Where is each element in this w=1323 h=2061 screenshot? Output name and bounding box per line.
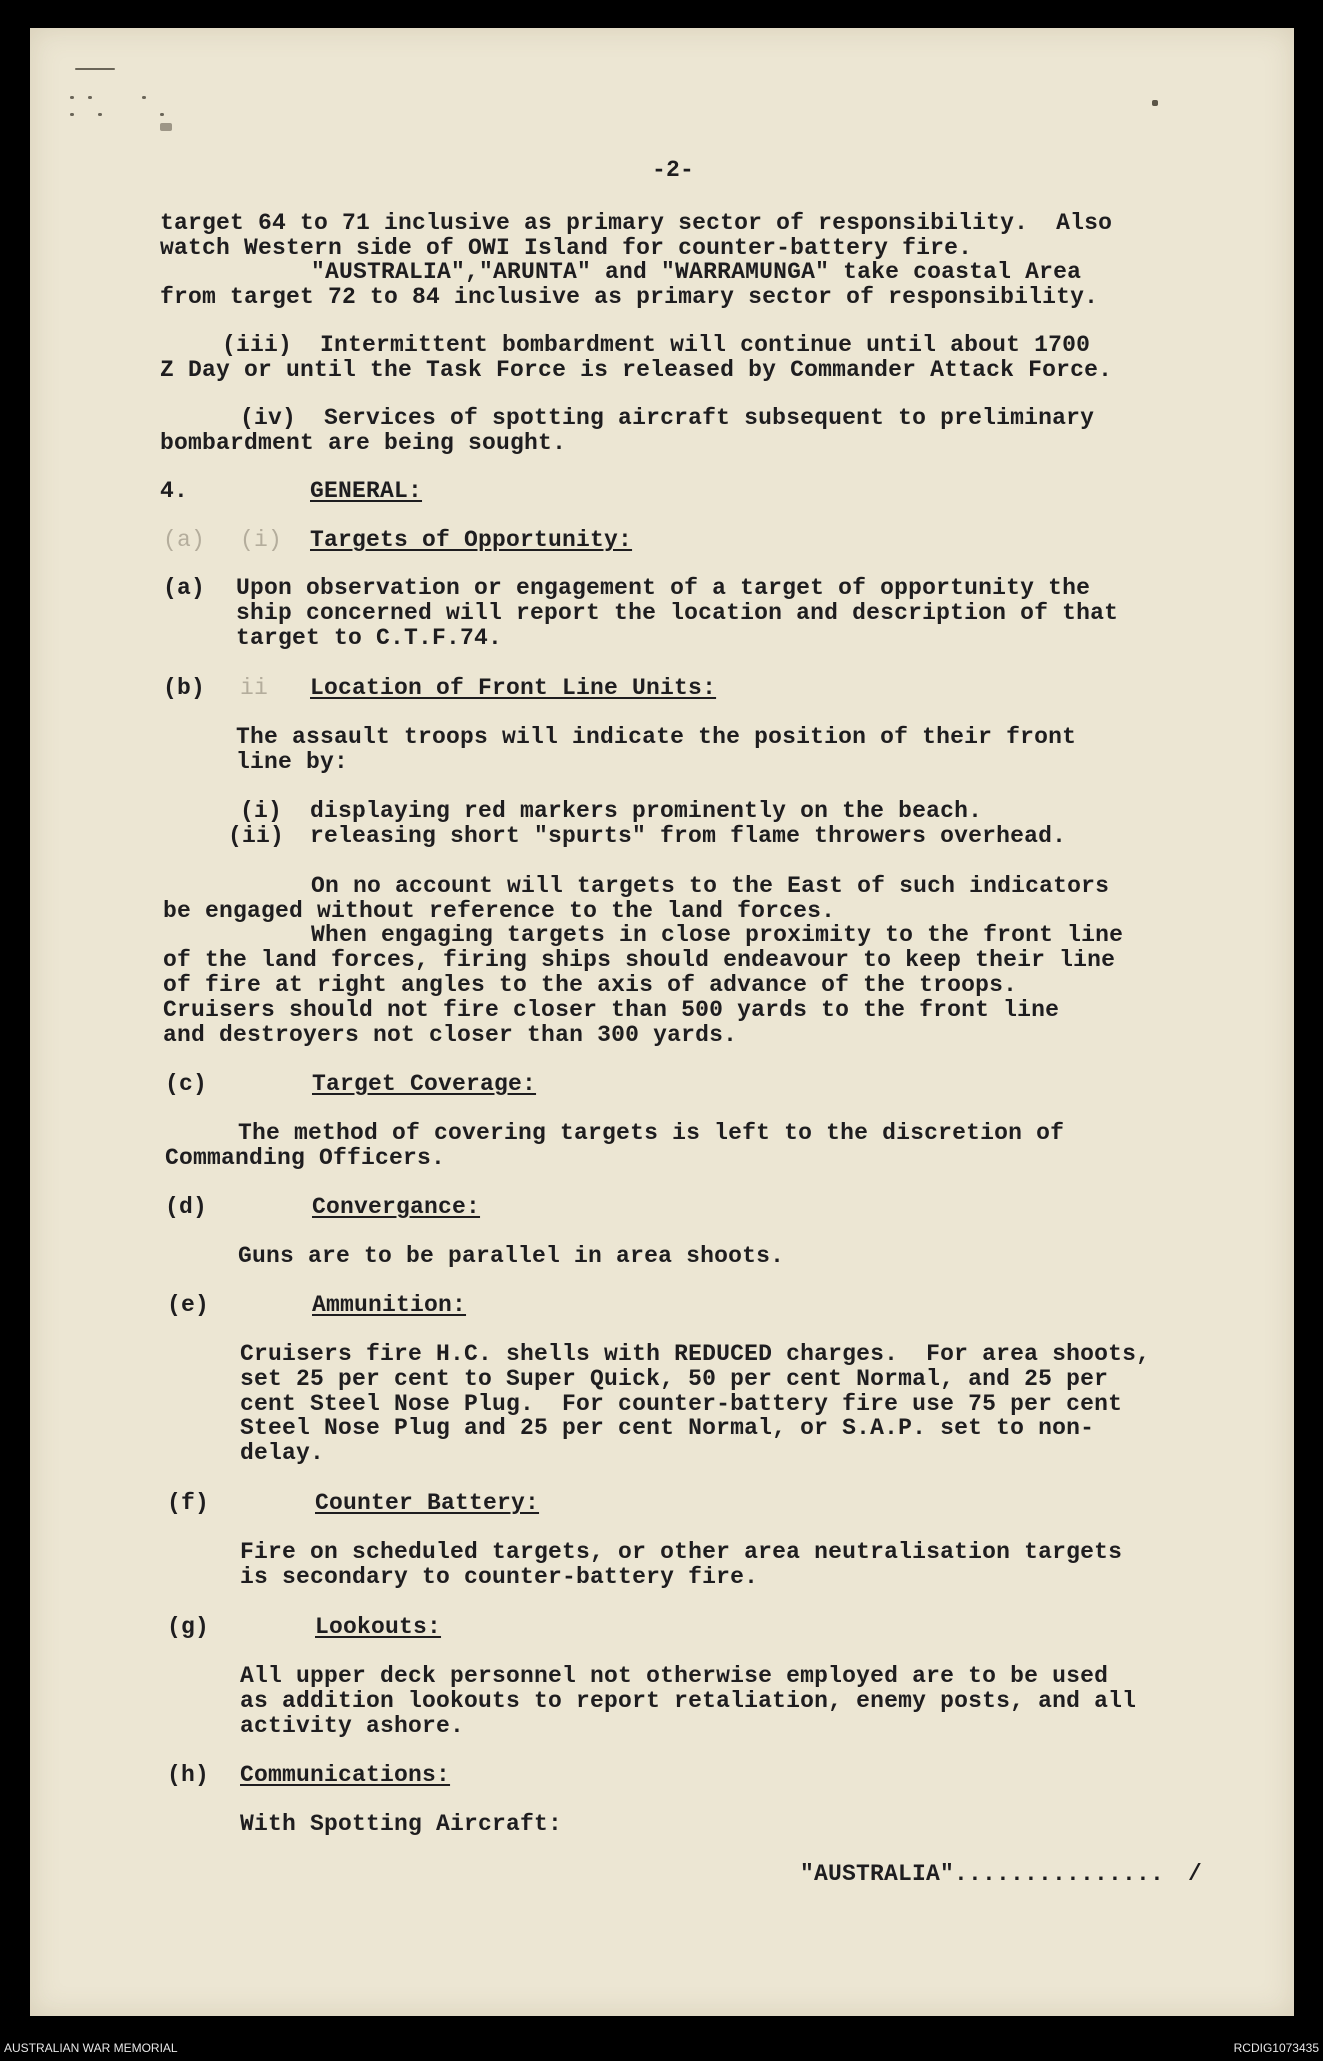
text-line: line by: bbox=[236, 749, 349, 775]
text-line: of fire at right angles to the axis of advance of the troops. bbox=[163, 972, 1018, 998]
text-line: watch Western side of OWI Island for counter-battery fire. bbox=[160, 235, 973, 261]
footer bbox=[0, 2021, 1323, 2061]
text-line: Guns are to be parallel in area shoots. bbox=[238, 1243, 785, 1269]
ship-name-line: "AUSTRALIA"............... bbox=[800, 1861, 1165, 1887]
text-line: bombardment are being sought. bbox=[160, 430, 567, 456]
struck-label: (a) bbox=[163, 527, 206, 553]
text-line: Upon observation or engagement of a target of opportunity the bbox=[236, 575, 1091, 601]
text-line: (iii) Intermittent bombardment will continue until about 1700 bbox=[222, 332, 1091, 358]
item-label: (a) bbox=[163, 575, 206, 601]
list-item: displaying red markers prominently on the beach. bbox=[310, 798, 983, 824]
subsection-heading: Ammunition: bbox=[312, 1292, 467, 1318]
list-label: (ii) bbox=[228, 823, 285, 849]
text-line: All upper deck personnel not otherwise employed are to be used bbox=[240, 1663, 1109, 1689]
item-label: (h) bbox=[167, 1762, 210, 1788]
text-line: target 64 to 71 inclusive as primary sector of responsibility. Also bbox=[160, 210, 1113, 236]
item-label: (g) bbox=[167, 1614, 210, 1640]
text-line: activity ashore. bbox=[240, 1713, 465, 1739]
text-line: The method of covering targets is left to the discretion of bbox=[238, 1120, 1065, 1146]
footer-credit: AUSTRALIAN WAR MEMORIAL bbox=[4, 2041, 178, 2055]
text-line: ship concerned will report the location and description of that bbox=[236, 600, 1119, 626]
text-line: from target 72 to 84 inclusive as primary sector of responsibility. bbox=[160, 284, 1099, 310]
text-line: "AUSTRALIA","ARUNTA" and "WARRAMUNGA" take coastal Area bbox=[311, 259, 1082, 285]
text-line: and destroyers not closer than 300 yards. bbox=[163, 1022, 738, 1048]
page-number: -2- bbox=[652, 157, 695, 183]
text-line: (iv) Services of spotting aircraft subsequent to preliminary bbox=[240, 405, 1095, 431]
text-line: Fire on scheduled targets, or other area neutralisation targets bbox=[240, 1539, 1123, 1565]
text-line: as addition lookouts to report retaliation, enemy posts, and all bbox=[240, 1688, 1137, 1714]
subsection-heading: Target Coverage: bbox=[312, 1071, 537, 1097]
text-line: With Spotting Aircraft: bbox=[240, 1811, 563, 1837]
subsection-heading: Lookouts: bbox=[315, 1614, 442, 1640]
text-line: The assault troops will indicate the position of their front bbox=[236, 724, 1077, 750]
item-label: (c) bbox=[165, 1071, 208, 1097]
item-label: (b) bbox=[163, 675, 206, 701]
text-line: Cruisers fire H.C. shells with REDUCED charges. For area shoots, bbox=[240, 1341, 1151, 1367]
subsection-heading: Targets of Opportunity: bbox=[310, 527, 633, 553]
list-item: releasing short "spurts" from flame throwers overhead. bbox=[310, 823, 1067, 849]
subsection-heading: Communications: bbox=[240, 1762, 451, 1788]
text-line: be engaged without reference to the land forces. bbox=[163, 898, 836, 924]
text-line: When engaging targets in close proximity to the front line bbox=[311, 922, 1124, 948]
subsection-heading: Convergance: bbox=[312, 1194, 481, 1220]
struck-label: ii bbox=[240, 675, 269, 701]
subsection-heading: Counter Battery: bbox=[315, 1490, 540, 1516]
text-line: Commanding Officers. bbox=[165, 1145, 446, 1171]
section-heading: GENERAL: bbox=[310, 478, 423, 504]
section-number: 4. bbox=[160, 478, 189, 504]
text-line: delay. bbox=[240, 1440, 325, 1466]
text-line: Cruisers should not fire closer than 500 yards to the front line bbox=[163, 997, 1060, 1023]
item-label: (e) bbox=[167, 1292, 210, 1318]
item-label: (f) bbox=[167, 1490, 210, 1516]
struck-label: (i) bbox=[240, 527, 283, 553]
text-line: Z Day or until the Task Force is released by Commander Attack Force. bbox=[160, 357, 1113, 383]
document-page bbox=[30, 28, 1294, 2016]
continuation-slash: / bbox=[1188, 1861, 1203, 1887]
text-line: target to C.T.F.74. bbox=[236, 625, 503, 651]
item-label: (d) bbox=[165, 1194, 208, 1220]
list-label: (i) bbox=[240, 798, 283, 824]
text-line: of the land forces, firing ships should endeavour to keep their line bbox=[163, 947, 1116, 973]
text-line: On no account will targets to the East of such indicators bbox=[311, 873, 1110, 899]
text-line: Steel Nose Plug and 25 per cent Normal, or S.A.P. set to non- bbox=[240, 1415, 1095, 1441]
footer-id: RCDIG1073435 bbox=[1233, 2041, 1319, 2055]
text-line: set 25 per cent to Super Quick, 50 per cent Normal, and 25 per bbox=[240, 1366, 1109, 1392]
subsection-heading: Location of Front Line Units: bbox=[310, 675, 717, 701]
text-line: is secondary to counter-battery fire. bbox=[240, 1564, 759, 1590]
text-line: cent Steel Nose Plug. For counter-battery fire use 75 per cent bbox=[240, 1391, 1123, 1417]
